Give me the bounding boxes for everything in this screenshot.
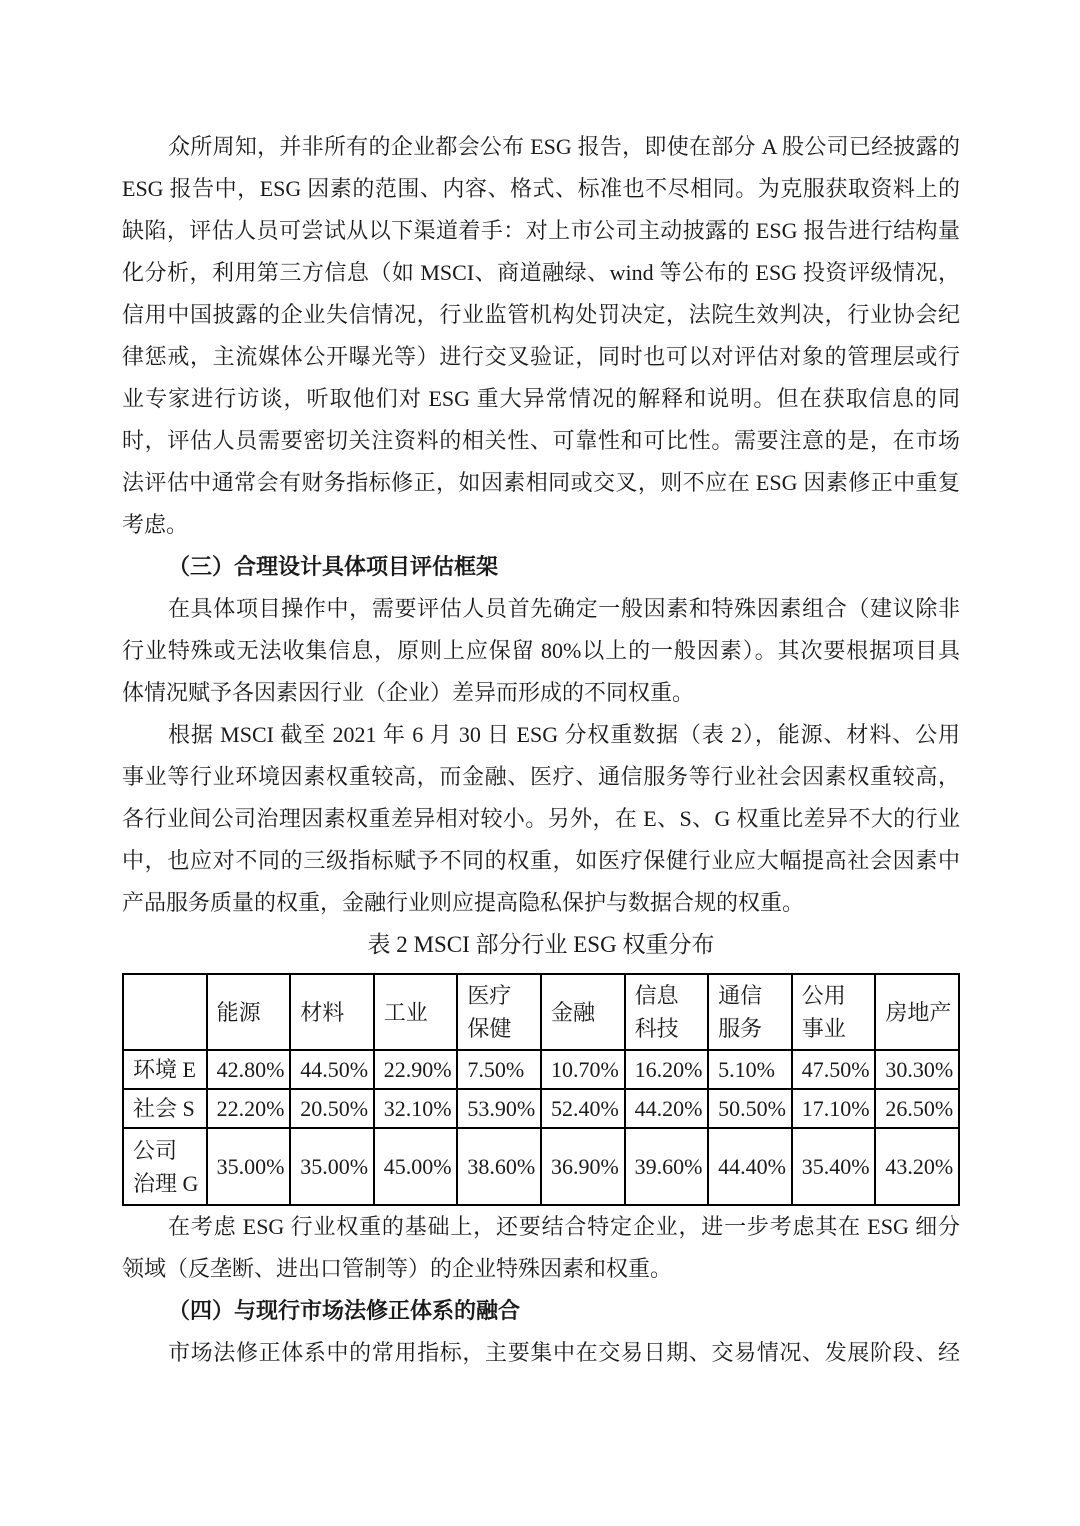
text-line: ESG 报告中，ESG 因素的范围、内容、格式、标准也不尽相同。为克服获取资料上的 <box>122 176 960 201</box>
value-cell: 44.20% <box>625 1089 709 1128</box>
text-line: 产品服务质量的权重，金融行业则应提高隐私保护与数据合规的权重。 <box>122 890 805 915</box>
value-cell: 45.00% <box>374 1128 458 1205</box>
text-line: 在具体项目操作中，需要评估人员首先确定一般因素和特殊因素组合（建议除非 <box>168 596 960 621</box>
header-cell: 材料 <box>290 974 374 1050</box>
value-cell: 43.20% <box>875 1128 959 1205</box>
value-cell: 38.60% <box>457 1128 541 1205</box>
text-line: 信用中国披露的企业失信情况，行业监管机构处罚决定，法院生效判决，行业协会纪 <box>122 302 960 327</box>
value-cell: 16.20% <box>625 1050 709 1089</box>
header-cell: 工业 <box>374 974 458 1050</box>
text-line: 业专家进行访谈，听取他们对 ESG 重大异常情况的解释和说明。但在获取信息的同 <box>122 386 960 411</box>
value-cell: 17.10% <box>792 1089 876 1128</box>
value-cell: 47.50% <box>792 1050 876 1089</box>
header-cell: 金融 <box>541 974 625 1050</box>
table-row <box>123 1128 959 1205</box>
text-line: 体情况赋予各因素因行业（企业）差异而形成的不同权重。 <box>122 680 695 705</box>
value-cell: 39.60% <box>625 1128 709 1205</box>
esg-weights-table <box>122 973 960 1206</box>
value-cell: 50.50% <box>708 1089 792 1128</box>
text-line: 缺陷，评估人员可尝试从以下渠道着手：对上市公司主动披露的 ESG 报告进行结构量 <box>122 218 960 243</box>
value-cell: 35.40% <box>792 1128 876 1205</box>
value-cell: 5.10% <box>708 1050 792 1089</box>
text-line: 根据 MSCI 截至 2021 年 6 月 30 日 ESG 分权重数据（表 2），能源、材料、公用 <box>168 722 960 747</box>
table-caption: 表 2 MSCI 部分行业 ESG 权重分布 <box>367 932 715 957</box>
text-line: 中，也应对不同的三级指标赋予不同的权重，如医疗保健行业应大幅提高社会因素中 <box>122 848 960 873</box>
header-cell: 能源 <box>207 974 291 1050</box>
value-cell: 22.90% <box>374 1050 458 1089</box>
text-line: 众所周知，并非所有的企业都会公布 ESG 报告，即使在部分 A 股公司已经披露的 <box>168 134 960 159</box>
text-line: 事业等行业环境因素权重较高，而金融、医疗、通信服务等行业社会因素权重较高， <box>122 764 960 789</box>
value-cell: 35.00% <box>207 1128 291 1205</box>
text-line: 领域（反垄断、进出口管制等）的企业特殊因素和权重。 <box>122 1256 673 1281</box>
header-cell: 房地产 <box>875 974 959 1050</box>
text-line: 行业特殊或无法收集信息，原则上应保留 80%以上的一般因素）。其次要根据项目具 <box>122 638 960 663</box>
value-cell: 36.90% <box>541 1128 625 1205</box>
header-cell: 通信 服务 <box>708 974 792 1050</box>
text-line: 律惩戒，主流媒体公开曝光等）进行交叉验证，同时也可以对评估对象的管理层或行 <box>122 344 960 369</box>
text-line: 各行业间公司治理因素权重差异相对较小。另外，在 E、S、G 权重比差异不大的行业 <box>122 806 960 831</box>
header-cell: 信息 科技 <box>625 974 709 1050</box>
value-cell: 10.70% <box>541 1050 625 1089</box>
value-cell: 32.10% <box>374 1089 458 1128</box>
value-cell: 26.50% <box>875 1089 959 1128</box>
value-cell: 42.80% <box>207 1050 291 1089</box>
row-label: 公司 治理 G <box>123 1128 207 1205</box>
value-cell: 20.50% <box>290 1089 374 1128</box>
row-label: 社会 S <box>123 1089 207 1128</box>
row-label: 环境 E <box>123 1050 207 1089</box>
header-cell: 医疗 保健 <box>457 974 541 1050</box>
text-line: 市场法修正体系中的常用指标，主要集中在交易日期、交易情况、发展阶段、经 <box>168 1340 960 1365</box>
value-cell: 44.40% <box>708 1128 792 1205</box>
value-cell: 52.40% <box>541 1089 625 1128</box>
value-cell: 35.00% <box>290 1128 374 1205</box>
table-header-row <box>123 974 959 1050</box>
section-heading-3: （三）合理设计具体项目评估框架 <box>168 554 499 579</box>
table-row <box>123 1050 959 1089</box>
text-line: 考虑。 <box>122 512 189 537</box>
value-cell: 44.50% <box>290 1050 374 1089</box>
table-row <box>123 1089 959 1128</box>
text-line: 时，评估人员需要密切关注资料的相关性、可靠性和可比性。需要注意的是，在市场 <box>122 428 960 453</box>
corner-cell <box>123 974 207 1050</box>
value-cell: 7.50% <box>457 1050 541 1089</box>
text-line: 在考虑 ESG 行业权重的基础上，还要结合特定企业，进一步考虑其在 ESG 细分 <box>168 1214 960 1239</box>
section-heading-4: （四）与现行市场法修正体系的融合 <box>168 1298 521 1323</box>
text-line: 化分析，利用第三方信息（如 MSCI、商道融绿、wind 等公布的 ESG 投资评级情况， <box>122 260 960 285</box>
value-cell: 22.20% <box>207 1089 291 1128</box>
value-cell: 30.30% <box>875 1050 959 1089</box>
header-cell: 公用 事业 <box>792 974 876 1050</box>
text-line: 法评估中通常会有财务指标修正，如因素相同或交叉，则不应在 ESG 因素修正中重复 <box>122 470 960 495</box>
value-cell: 53.90% <box>457 1089 541 1128</box>
